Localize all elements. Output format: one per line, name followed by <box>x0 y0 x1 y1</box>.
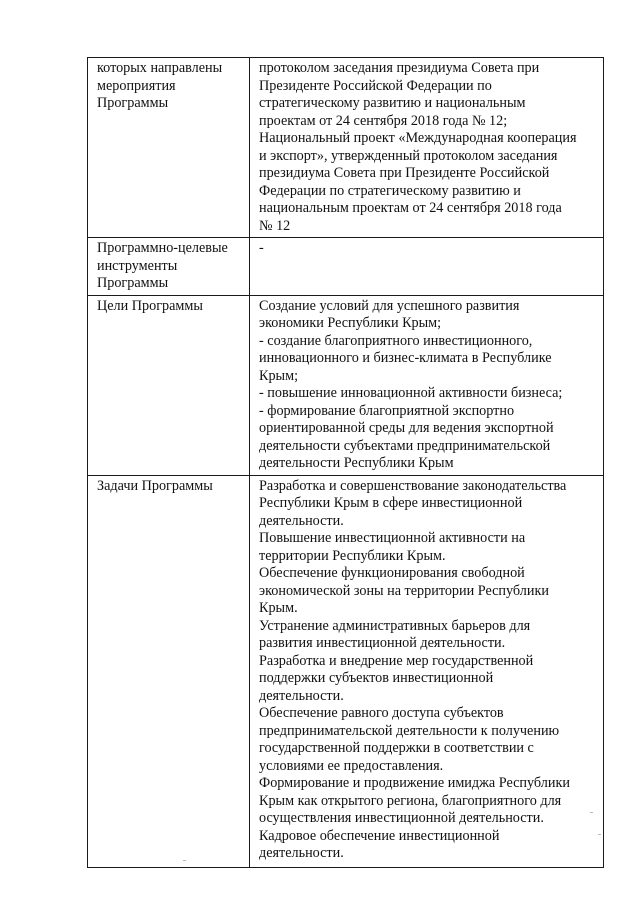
row-content-line: - формирование благоприятной экспортно <box>259 402 515 419</box>
row-content-line: государственной поддержки в соответствии с <box>259 740 534 756</box>
row-content-line: инновационного и бизнес-климата в Республике <box>259 350 552 366</box>
row-content-line: Формирование и продвижение имиджа Республики <box>259 775 570 791</box>
row-content-line: - повышение инновационной активности бизнеса; <box>259 385 563 401</box>
row-content-cell <box>250 58 604 238</box>
row-content-line: Разработка и внедрение мер государственной <box>259 652 534 669</box>
row-label-line: инструменты <box>97 257 178 274</box>
row-content-line: деятельности Республики Крым <box>259 455 454 471</box>
row-content-line: Создание условий для успешного развития <box>259 297 520 314</box>
row-label-line: Программно-целевые <box>97 240 228 256</box>
row-content-cell <box>250 475 604 867</box>
row-content-line: деятельности. <box>259 512 344 529</box>
row-content-line: ориентированной среды для ведения экспортной <box>259 420 554 436</box>
row-content-line: экономической зоны на территории Республики <box>259 582 549 599</box>
row-content-cell <box>250 238 604 296</box>
row-content-line: Крым; <box>259 367 299 384</box>
program-passport-table <box>87 57 604 868</box>
row-content-line: национальным проектам от 24 сентября 2018 года <box>259 200 562 216</box>
table-row <box>88 475 604 867</box>
row-label-cell <box>88 295 250 475</box>
row-content-line: и экспорт», утвержденный протоколом заседания <box>259 147 558 164</box>
row-label-line: Задачи Программы <box>97 477 213 494</box>
row-content-line: Обеспечение функционирования свободной <box>259 565 525 581</box>
row-content-line: № 12 <box>259 217 291 234</box>
row-label-line: Программы <box>97 275 169 291</box>
row-content-line: поддержки субъектов инвестиционной <box>259 670 494 686</box>
row-content-line: Устранение административных барьеров для <box>259 617 531 634</box>
row-content-line: условиями ее предоставления. <box>259 757 444 774</box>
row-content-line: стратегическому развитию и национальным <box>259 95 526 111</box>
scan-speck <box>183 860 186 861</box>
row-content-line: Обеспечение равного доступа субъектов <box>259 705 504 721</box>
row-content-line: Повышение инвестиционной активности на <box>259 530 526 546</box>
row-content-line: Федерации по стратегическому развитию и <box>259 182 521 199</box>
table-row <box>88 295 604 475</box>
row-content-line: Крым как открытого региона, благоприятного для <box>259 792 562 809</box>
row-content-line: развития инвестиционной деятельности. <box>259 635 506 651</box>
row-label-line: Цели Программы <box>97 297 203 314</box>
row-content-line: Кадровое обеспечение инвестиционной <box>259 827 500 844</box>
row-content-line: деятельности. <box>259 845 344 861</box>
scan-speck <box>598 834 601 835</box>
table-row <box>88 238 604 296</box>
row-label-line: Программы <box>97 95 169 111</box>
row-content-line: деятельности. <box>259 687 344 704</box>
row-content-line: Республики Крым в сфере инвестиционной <box>259 495 523 511</box>
row-label-cell <box>88 238 250 296</box>
row-label-line: которых направлены <box>97 60 223 76</box>
row-content-line: экономики Республики Крым; <box>259 315 442 331</box>
row-label-cell <box>88 58 250 238</box>
row-content-line: Крым. <box>259 600 298 616</box>
row-content-line: предпринимательской деятельности к получению <box>259 722 560 739</box>
row-content-line: деятельности субъектами предпринимательской <box>259 437 551 454</box>
row-content-line: - создание благоприятного инвестиционного, <box>259 332 533 349</box>
row-content-line: территории Республики Крым. <box>259 547 446 564</box>
row-label-cell <box>88 475 250 867</box>
row-content-line: осуществления инвестиционной деятельности. <box>259 810 544 826</box>
row-content-line: Президенте Российской Федерации по <box>259 77 492 94</box>
table-row <box>88 58 604 238</box>
row-content-line: президиума Совета при Президенте Российской <box>259 165 550 181</box>
scan-speck <box>590 812 593 813</box>
row-content-line: протоколом заседания президиума Совета при <box>259 60 540 76</box>
row-content-line: - <box>259 240 264 256</box>
row-content-line: Национальный проект «Международная кооперация <box>259 130 577 146</box>
row-content-line: проектам от 24 сентября 2018 года № 12; <box>259 112 508 129</box>
row-label-line: мероприятия <box>97 77 176 94</box>
row-content-line: Разработка и совершенствование законодательства <box>259 477 567 494</box>
row-content-cell <box>250 295 604 475</box>
